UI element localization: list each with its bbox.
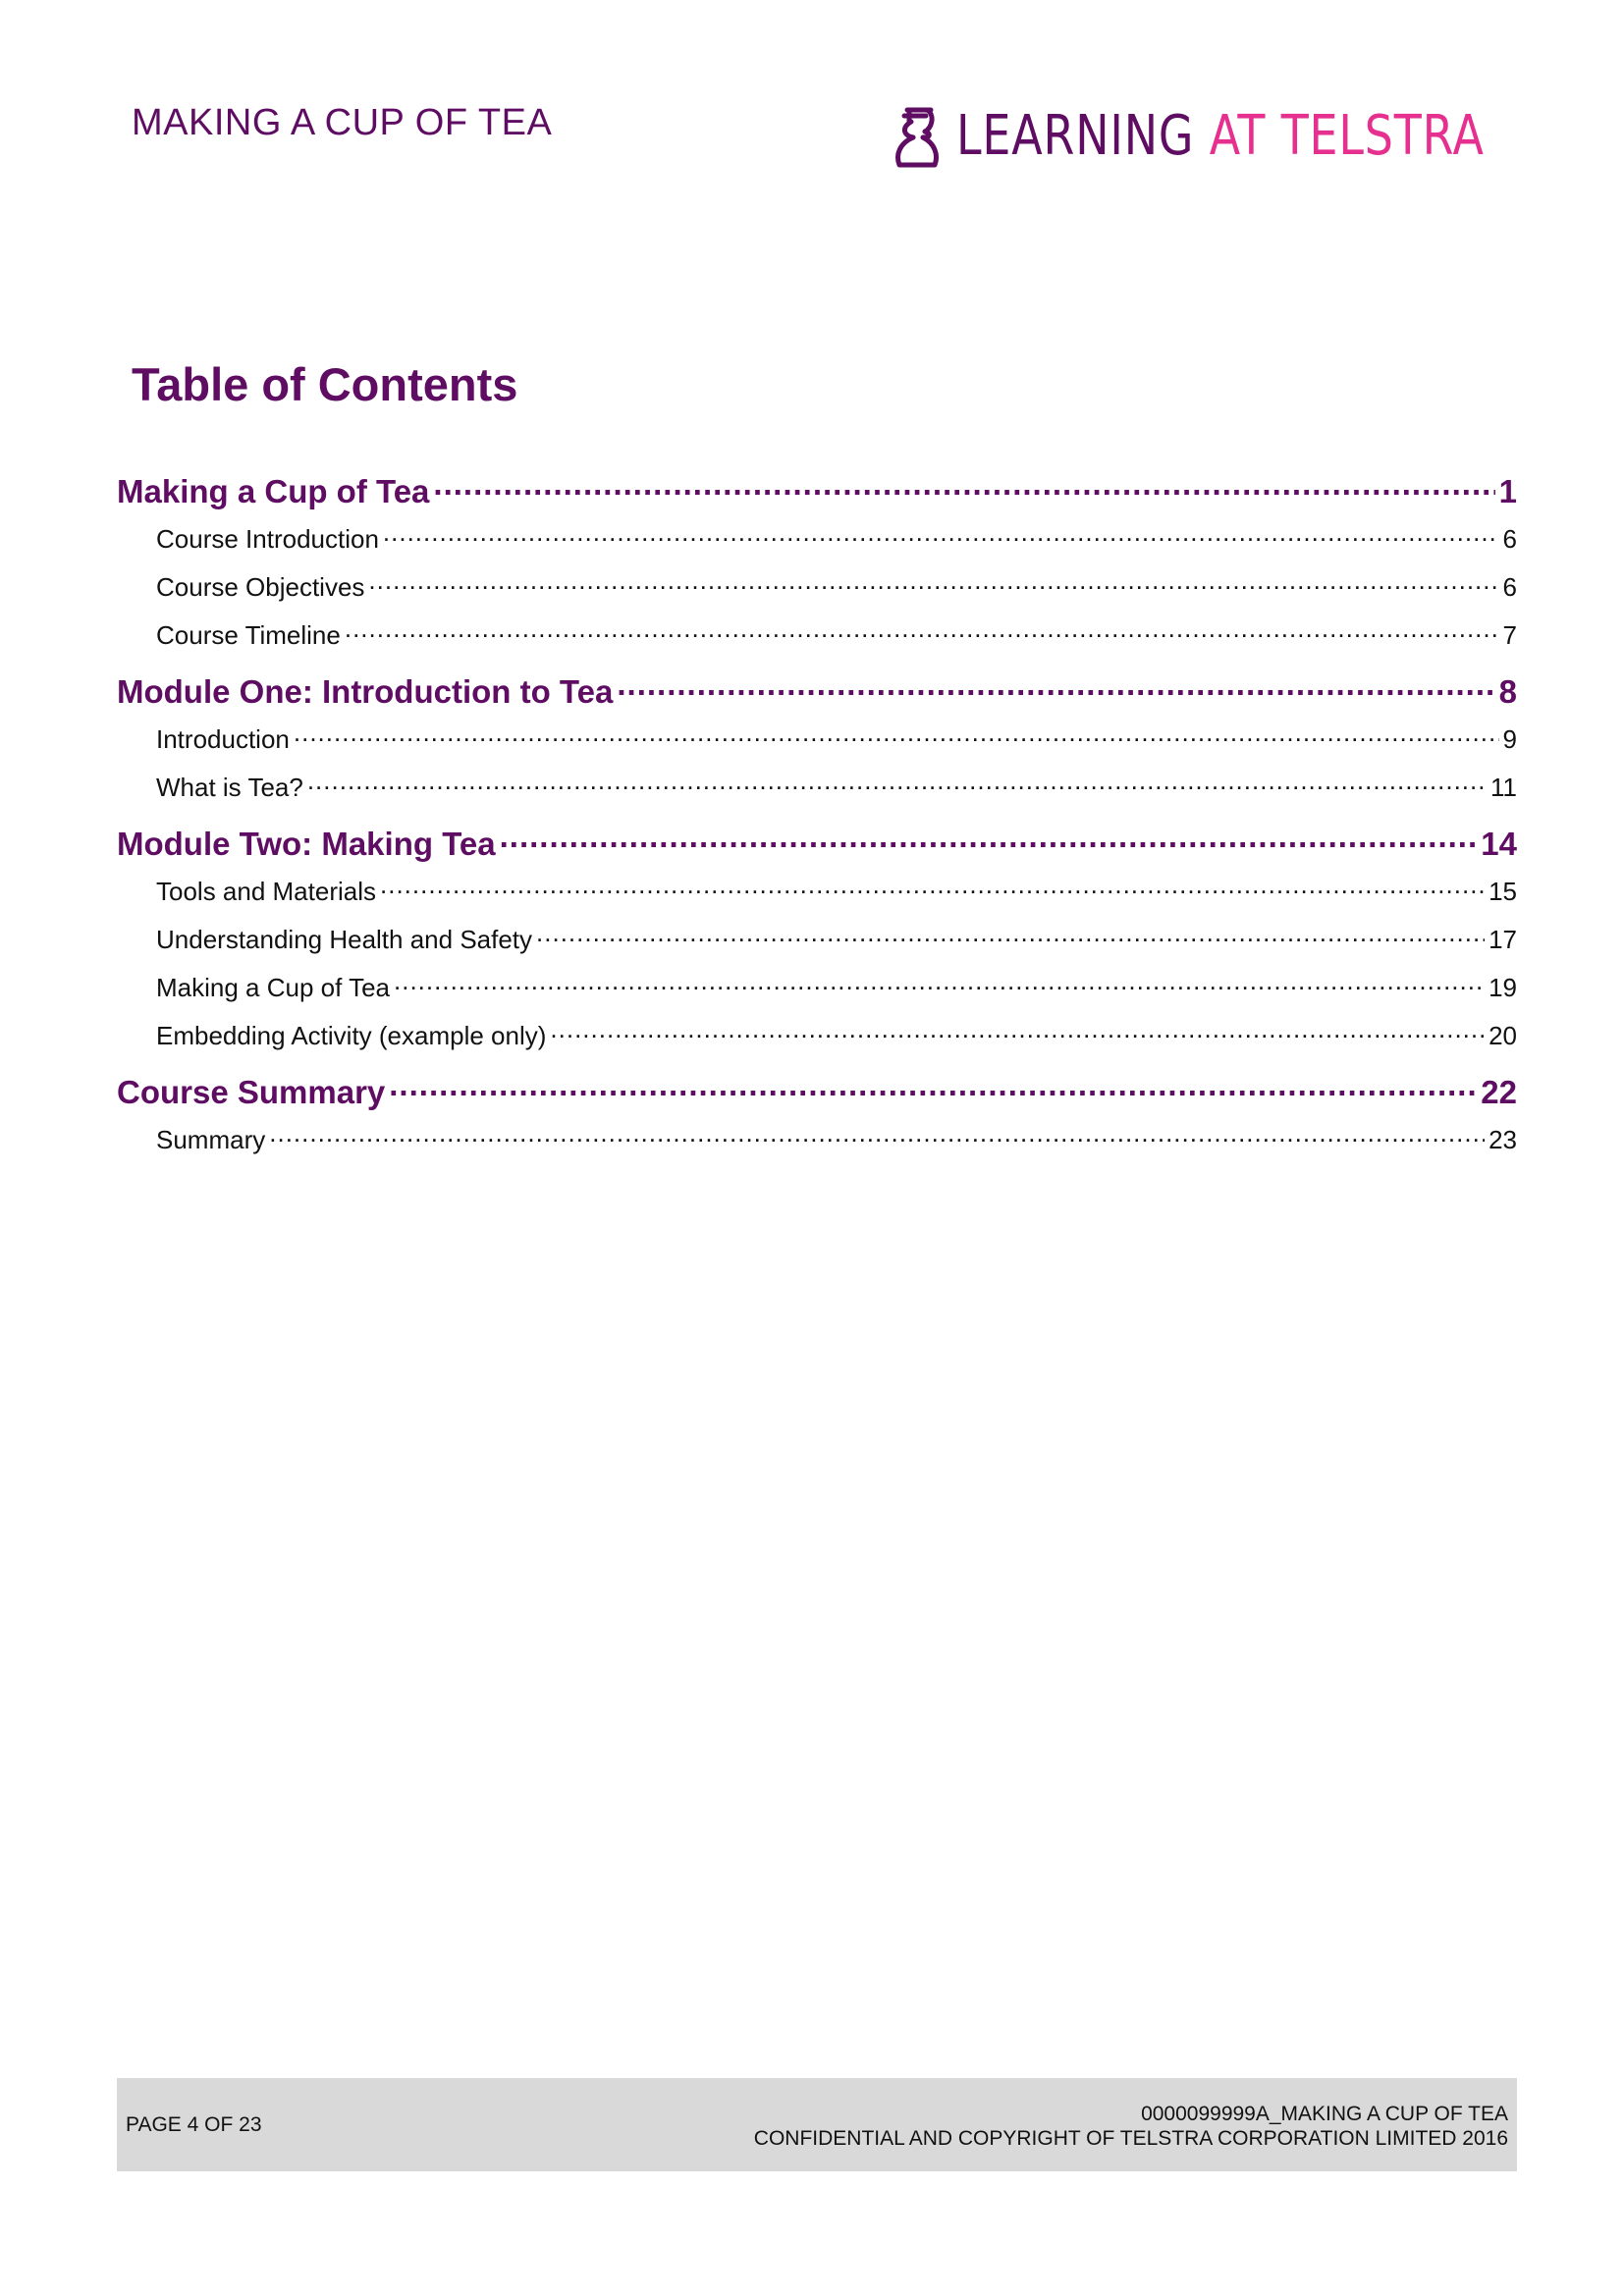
toc-entry[interactable]: [117, 722, 1517, 771]
toc-entry-label: Making a Cup of Tea: [156, 973, 390, 1002]
logo-word-at-telstra: AT TELSTRA: [1209, 104, 1485, 168]
toc-dot-leader: [345, 618, 1499, 644]
toc-entry[interactable]: [117, 923, 1517, 971]
copyright-notice: CONFIDENTIAL AND COPYRIGHT OF TELSTRA CORPORATION LIMITED 2016: [753, 2127, 1508, 2150]
toc-entry[interactable]: [117, 570, 1517, 618]
toc-entry[interactable]: [117, 618, 1517, 667]
document-header-title: MAKING A CUP OF TEA: [132, 102, 553, 143]
toc-entry-label: Course Summary: [117, 1074, 386, 1110]
toc-entry-page: 11: [1490, 773, 1517, 802]
toc-entry[interactable]: [117, 1019, 1517, 1067]
toc-entry-label: Understanding Health and Safety: [156, 925, 533, 954]
toc-entry-label: What is Tea?: [156, 773, 303, 802]
toc-entry-label: Making a Cup of Tea: [117, 473, 430, 509]
toc-entry-page: 23: [1489, 1125, 1517, 1154]
learning-at-telstra-logo: [892, 102, 1600, 171]
toc-entry-page: 8: [1498, 673, 1517, 710]
learning-person-icon: [892, 104, 943, 169]
toc-dot-leader: [269, 1123, 1485, 1148]
toc-dot-leader: [550, 1019, 1485, 1044]
toc-dot-leader: [500, 823, 1478, 855]
toc-entry-label: Embedding Activity (example only): [156, 1021, 547, 1050]
toc-entry-page: 15: [1489, 877, 1517, 906]
table-of-contents: [117, 466, 1517, 1171]
page-footer: [117, 2078, 1517, 2171]
toc-entry[interactable]: [117, 1123, 1517, 1171]
toc-entry[interactable]: [117, 667, 1517, 722]
toc-entry-page: 7: [1502, 620, 1517, 650]
toc-entry[interactable]: [117, 819, 1517, 875]
toc-entry-page: 6: [1502, 524, 1517, 554]
toc-entry-label: Introduction: [156, 724, 290, 754]
toc-dot-leader: [433, 470, 1494, 503]
toc-entry-label: Course Introduction: [156, 524, 379, 554]
toc-entry[interactable]: [117, 466, 1517, 522]
toc-entry-page: 20: [1489, 1021, 1517, 1050]
toc-dot-leader: [617, 670, 1494, 703]
toc-dot-leader: [294, 722, 1499, 748]
toc-entry[interactable]: [117, 771, 1517, 819]
toc-entry-label: Tools and Materials: [156, 877, 376, 906]
toc-entry-page: 14: [1481, 826, 1517, 862]
toc-entry[interactable]: [117, 522, 1517, 570]
toc-dot-leader: [368, 570, 1498, 596]
page-number: PAGE 4 OF 23: [126, 2113, 262, 2136]
toc-heading: Table of Contents: [132, 358, 518, 410]
logo-wordmark: [956, 102, 1485, 171]
toc-entry-label: Module Two: Making Tea: [117, 826, 496, 862]
toc-dot-leader: [389, 1071, 1477, 1103]
toc-entry-page: 6: [1502, 572, 1517, 602]
toc-entry-label: Course Timeline: [156, 620, 341, 650]
toc-dot-leader: [394, 971, 1485, 996]
toc-entry[interactable]: [117, 875, 1517, 923]
footer-document-info: [754, 2102, 1508, 2151]
toc-entry[interactable]: [117, 971, 1517, 1019]
toc-entry-label: Summary: [156, 1125, 266, 1154]
toc-dot-leader: [307, 771, 1487, 796]
toc-entry-page: 22: [1481, 1074, 1517, 1110]
toc-dot-leader: [536, 923, 1485, 948]
toc-entry-page: 9: [1502, 724, 1517, 754]
toc-dot-leader: [383, 522, 1499, 548]
toc-entry[interactable]: [117, 1067, 1517, 1123]
toc-entry-label: Module One: Introduction to Tea: [117, 673, 614, 710]
logo-word-learning: LEARNING: [956, 104, 1195, 168]
toc-entry-page: 1: [1498, 473, 1517, 509]
toc-entry-label: Course Objectives: [156, 572, 365, 602]
toc-dot-leader: [380, 875, 1485, 900]
toc-entry-page: 19: [1489, 973, 1517, 1002]
document-code: 0000099999A_MAKING A CUP OF TEA: [1141, 2103, 1508, 2125]
toc-entry-page: 17: [1489, 925, 1517, 954]
